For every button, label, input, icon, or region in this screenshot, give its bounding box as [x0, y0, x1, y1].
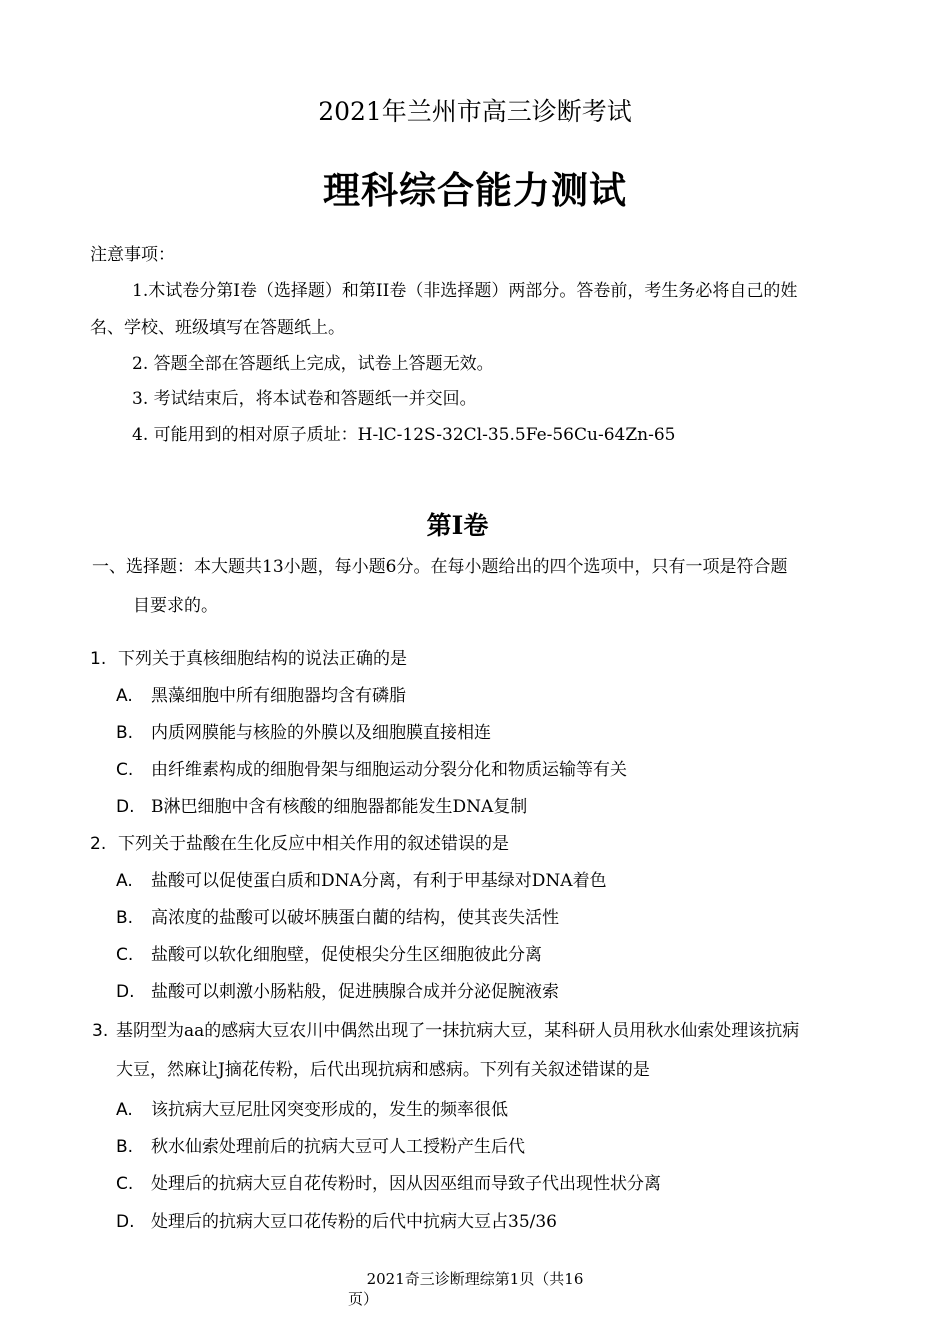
option-text: 处理后的抗病大豆自花传粉时，因从因巫组而导致子代出现性状分离: [151, 1174, 661, 1194]
question-number: 3.: [92, 1021, 109, 1041]
question-1: [90, 644, 407, 669]
q3-option-a: [116, 1095, 508, 1120]
option-letter: C.: [116, 945, 134, 965]
subject-title: 理科综合能力测试: [323, 168, 627, 212]
q2-option-c: [116, 940, 542, 965]
option-letter: A.: [116, 686, 133, 706]
q1-option-c: [116, 755, 627, 780]
question-number: 1.: [90, 649, 107, 669]
question-3: [92, 1016, 799, 1041]
question-3-stem-cont: 大豆，然麻让J摘花传粉，后代出现抗病和感病。下列有关叙述错谋的是: [116, 1060, 650, 1080]
option-text: 盐酸可以促使蛋白质和DNA分离，有利于甲基绿对DNA着色: [151, 871, 607, 891]
q2-option-a: [116, 866, 607, 891]
q3-option-c: [116, 1169, 661, 1194]
section-instruction-cont: 目要求的。: [133, 596, 218, 616]
question-stem: 下列关于真核细胞结构的说法正确的是: [118, 649, 407, 669]
notice-item-2: 2. 答题全部在答题纸上完成，试卷上答题无效。: [132, 354, 494, 374]
question-number: 2.: [90, 834, 107, 854]
option-letter: B.: [116, 723, 134, 743]
exam-title: 2021年兰州市高三诊断考试: [318, 97, 632, 126]
option-letter: B.: [116, 908, 134, 928]
option-text: 该抗病大豆尼肚冈突变形成的，发生的频率很低: [151, 1100, 508, 1120]
notice-item-4: 4. 可能用到的相对原子质址：H-lC-12S-32Cl-35.5Fe-56Cu-64Zn-65: [132, 425, 676, 445]
option-text: B淋巴细胞中含有核酸的细胞器都能发生DNA复制: [151, 797, 528, 817]
q2-option-d: [116, 977, 559, 1002]
option-letter: D.: [116, 982, 135, 1002]
option-text: 盐酸可以软化细胞壁，促使根尖分生区细胞彼此分离: [151, 945, 542, 965]
option-text: 盐酸可以刺激小肠粘般，促进胰腺合成并分泌促腕液索: [151, 982, 559, 1002]
option-letter: A.: [116, 1100, 133, 1120]
option-text: 高浓度的盐酸可以破坏胰蛋白藺的结构，使其丧失活性: [151, 908, 559, 928]
notice-item-3: 3. 考试结束后，将本试卷和答题纸一并交回。: [132, 389, 477, 409]
question-2: [90, 829, 509, 854]
notice-item-1-cont: 名、学校、班级填写在答题纸上。: [90, 318, 345, 338]
q3-option-d: [116, 1207, 557, 1232]
q2-option-b: [116, 903, 559, 928]
option-letter: A.: [116, 871, 133, 891]
question-stem: 基阴型为aa的感病大豆农川中偶然出现了一抹抗病大豆，某科研人员用秋水仙索处理该抗病: [116, 1021, 800, 1041]
notice-item-1: 1.木试卷分第I卷（选择题）和第II卷（非选择题）两部分。答卷前，考生务必将自己的姓: [132, 281, 798, 301]
option-text: 处理后的抗病大豆口花传粉的后代中抗病大豆占35/36: [151, 1212, 557, 1232]
section-instruction: 一、选择题：本大题共13小题，每小题6分。在每小题给出的四个选项中，只有一项是符合题: [92, 557, 788, 577]
option-letter: B.: [116, 1137, 134, 1157]
q1-option-d: [116, 792, 527, 817]
option-letter: D.: [116, 1212, 135, 1232]
option-text: 由纤维素构成的细胞骨架与细胞运动分裂分化和物质运输等有关: [151, 760, 627, 780]
option-letter: D.: [116, 797, 135, 817]
notice-heading: 注意事项：: [90, 245, 175, 265]
option-letter: C.: [116, 760, 134, 780]
page-footer-cont: 页）: [348, 1290, 379, 1308]
option-text: 黑藻细胞中所有细胞器均含有磷脂: [151, 686, 406, 706]
page-footer: 2021奇三诊断理综第1贝（共16: [366, 1270, 584, 1288]
q1-option-b: [116, 718, 491, 743]
option-letter: C.: [116, 1174, 134, 1194]
section-title: 第I卷: [426, 511, 489, 540]
q1-option-a: [116, 681, 406, 706]
question-stem: 下列关于盐酸在生化反应中相关作用的叙述错误的是: [118, 834, 509, 854]
option-text: 秋水仙索处理前后的抗病大豆可人工授粉产生后代: [151, 1137, 525, 1157]
q3-option-b: [116, 1132, 525, 1157]
option-text: 内质网膜能与核脸的外膜以及细胞膜直接相连: [151, 723, 491, 743]
